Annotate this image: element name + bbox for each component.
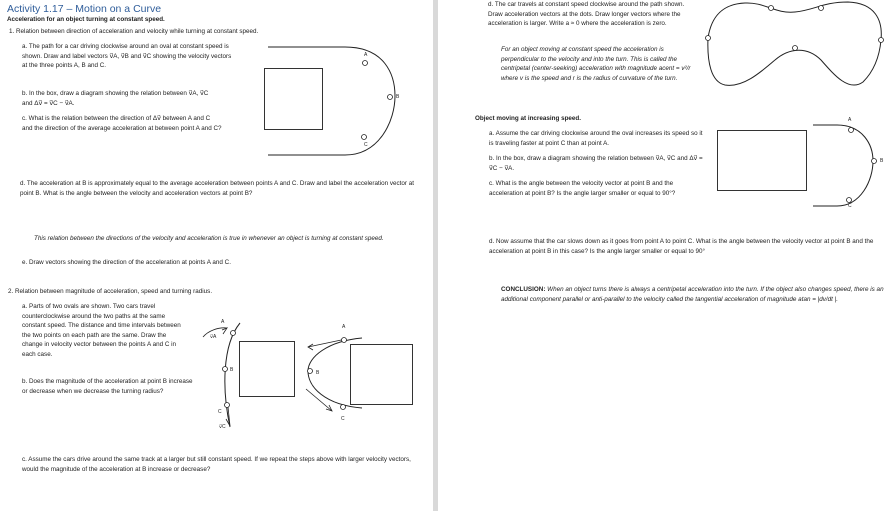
centripetal-note: For an object moving at constant speed the acceleration is perpendicular to the velocity and into the turn. This is called the centripetal (center-seeking) acceleration with magnitude acent = v²/r where v is the speed and r is the radius of curvature of the turn.	[501, 46, 691, 82]
item-1-heading: 1. Relation between direction of acceleration and velocity while turning at constant speed.	[9, 28, 259, 35]
point-b-label-2: B	[880, 158, 884, 164]
point-c-label-2: C	[848, 203, 852, 209]
worksheet-page-2	[438, 0, 890, 511]
answer-box-b[interactable]	[717, 130, 807, 191]
blob-track-diagram	[703, 0, 888, 95]
page-title: Activity 1.17 – Motion on a Curve	[7, 3, 162, 15]
question-1a: a. The path for a car driving clockwise around an oval at constant speed is shown. Draw and label vectors v⃗A, v⃗B and v⃗C showing the velocity vectors at the three points A, B and C.	[22, 43, 232, 70]
point-b-label: B	[396, 94, 400, 100]
question-1d: d. The acceleration at B is approximately equal to the average acceleration between points A and C. Draw and label the acceleration vector at point B. What is the angle between the velocity and acceleration vectors at point B?	[20, 180, 415, 197]
point-a-label: A	[364, 52, 368, 58]
question-1b: b. In the box, draw a diagram showing the relation between v⃗A, v⃗C and Δv⃗ = v⃗C − v⃗A.	[22, 90, 209, 107]
answer-box-2a-left[interactable]	[239, 341, 295, 397]
answer-box-2a-right[interactable]	[350, 344, 413, 405]
constant-speed-note: This relation between the directions of the velocity and acceleration is true in whenever an object is turning at constant speed.	[34, 235, 384, 242]
question-d: d. Now assume that the car slows down as it goes from point A to point C. What is the angle between the velocity vector at point B and the acceleration at point B in this case? Is the angle larger smaller or equal to 90°	[489, 238, 874, 255]
question-2a: a. Parts of two ovals are shown. Two cars travel counterclockwise around the two paths at the same constant speed. The distance and time intervals between the two points on each path are the same. Draw the change in velocity vector between the points A and C in each case.	[22, 303, 181, 358]
worksheet-page-1	[0, 0, 433, 511]
right-point-c-label: C	[341, 416, 345, 422]
item-2-heading: 2. Relation between magnitude of acceleration, speed and turning radius.	[8, 288, 213, 295]
right-point-a-label: A	[342, 324, 346, 330]
velocity-a-label: v⃗A	[210, 334, 217, 340]
left-point-c-label: C	[218, 409, 222, 415]
question-1c: c. What is the relation between the direction of Δv⃗ between A and C and the direction of the average acceleration at between point A and C?	[22, 115, 222, 132]
subtitle: Acceleration for an object turning at constant speed.	[7, 16, 165, 23]
oval-track-diagram-2	[813, 120, 888, 215]
question-2b: b. Does the magnitude of the acceleration at point B increase or decrease when we decrease the turning radius?	[22, 378, 193, 395]
question-a: a. Assume the car driving clockwise around the oval increases its speed so it is traveling faster at point C than at point A.	[489, 130, 703, 147]
question-b: b. In the box, draw a diagram showing the relation between v⃗A, v⃗C and Δv⃗ = v⃗C − v⃗A.	[489, 155, 703, 172]
increasing-speed-heading: Object moving at increasing speed.	[475, 115, 582, 122]
point-a-label-2: A	[848, 117, 852, 123]
question-2c: c. Assume the cars drive around the same track at a larger but still constant speed. If we repeat the steps above with larger velocity vectors, would the magnitude of the acceleration at B increase or decrease?	[22, 456, 411, 473]
oval-track-diagram	[260, 40, 410, 160]
conclusion-text: When an object turns there is always a centripetal acceleration into the turn. If the object also changes speed, there is an additional component parallel or anti-parallel to the velocity called the tangential acceleration of magnitude atan = |dv/dt |.	[501, 286, 884, 303]
left-point-a-label: A	[221, 319, 225, 325]
question-1e: e. Draw vectors showing the direction of the acceleration at points A and C.	[22, 259, 231, 266]
right-point-b-label: B	[316, 370, 320, 376]
question-1d-continued: d. The car travels at constant speed clockwise around the path shown. Draw acceleration vectors at the dots. Draw longer vectors where the acceleration is larger. Write a ≈ 0 where the acceleration is zero.	[488, 1, 685, 28]
conclusion-label: CONCLUSION:	[501, 286, 546, 293]
left-point-b-label: B	[230, 367, 234, 373]
conclusion	[501, 285, 886, 304]
question-c: c. What is the angle between the velocity vector at point B and the acceleration at point B? Is the angle larger smaller or equal to 90°?	[489, 180, 676, 197]
velocity-c-label: v⃗C	[219, 424, 226, 430]
point-c-label: C	[364, 142, 368, 148]
